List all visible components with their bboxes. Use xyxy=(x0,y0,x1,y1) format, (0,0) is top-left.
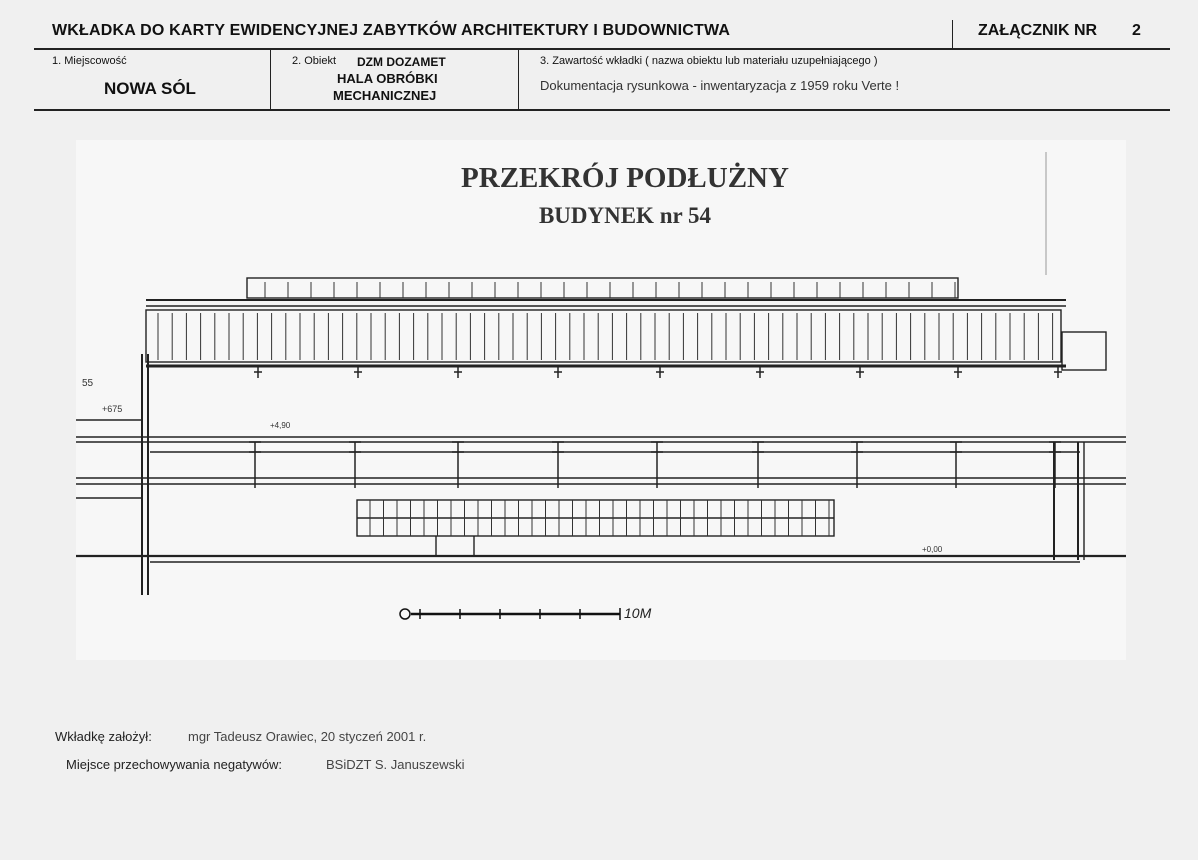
level-mark-000: +0,00 xyxy=(922,545,943,554)
negatives-value: BSiDZT S. Januszewski xyxy=(326,757,465,772)
annex-right xyxy=(1062,332,1106,370)
object-value-line3: MECHANICZNEJ xyxy=(333,88,437,103)
negatives-label: Miejsce przechowywania negatywów: xyxy=(66,757,283,772)
annex-number: 2 xyxy=(1132,22,1141,39)
content-value: Dokumentacja rysunkowa - inwentaryzacja z 1959 roku Verte ! xyxy=(540,78,900,93)
level-mark-675: +675 xyxy=(102,404,123,414)
drawing-title: PRZEKRÓJ PODŁUŻNY xyxy=(461,162,789,194)
clerestory-band xyxy=(146,310,1061,362)
level-mark-490: +4,90 xyxy=(270,421,291,430)
drawing-subtitle: BUDYNEK nr 54 xyxy=(538,203,712,228)
object-label: 2. Obiekt xyxy=(292,55,337,67)
content-label: 3. Zawartość wkładki ( nazwa obiektu lub materiału uzupełniającego ) xyxy=(540,55,878,67)
author-label: Wkładkę założył: xyxy=(55,729,152,744)
object-value-line1: DZM DOZAMET xyxy=(357,55,446,69)
object-value-line2: HALA OBRÓBKI xyxy=(337,71,438,86)
locality-value: NOWA SÓL xyxy=(104,79,196,98)
annex-label: ZAŁĄCZNIK NR xyxy=(978,22,1098,39)
locality-label: 1. Miejscowość xyxy=(52,55,127,67)
document-title: WKŁADKA DO KARTY EWIDENCYJNEJ ZABYTKÓW ARCHITEKTURY I BUDOWNICTWA xyxy=(52,22,731,39)
level-mark-55: 55 xyxy=(82,378,94,389)
scale-bar xyxy=(400,608,620,620)
roof-monitor xyxy=(247,278,958,298)
author-value: mgr Tadeusz Orawiec, 20 styczeń 2001 r. xyxy=(188,729,427,744)
scale-label-end: 10M xyxy=(624,605,652,621)
